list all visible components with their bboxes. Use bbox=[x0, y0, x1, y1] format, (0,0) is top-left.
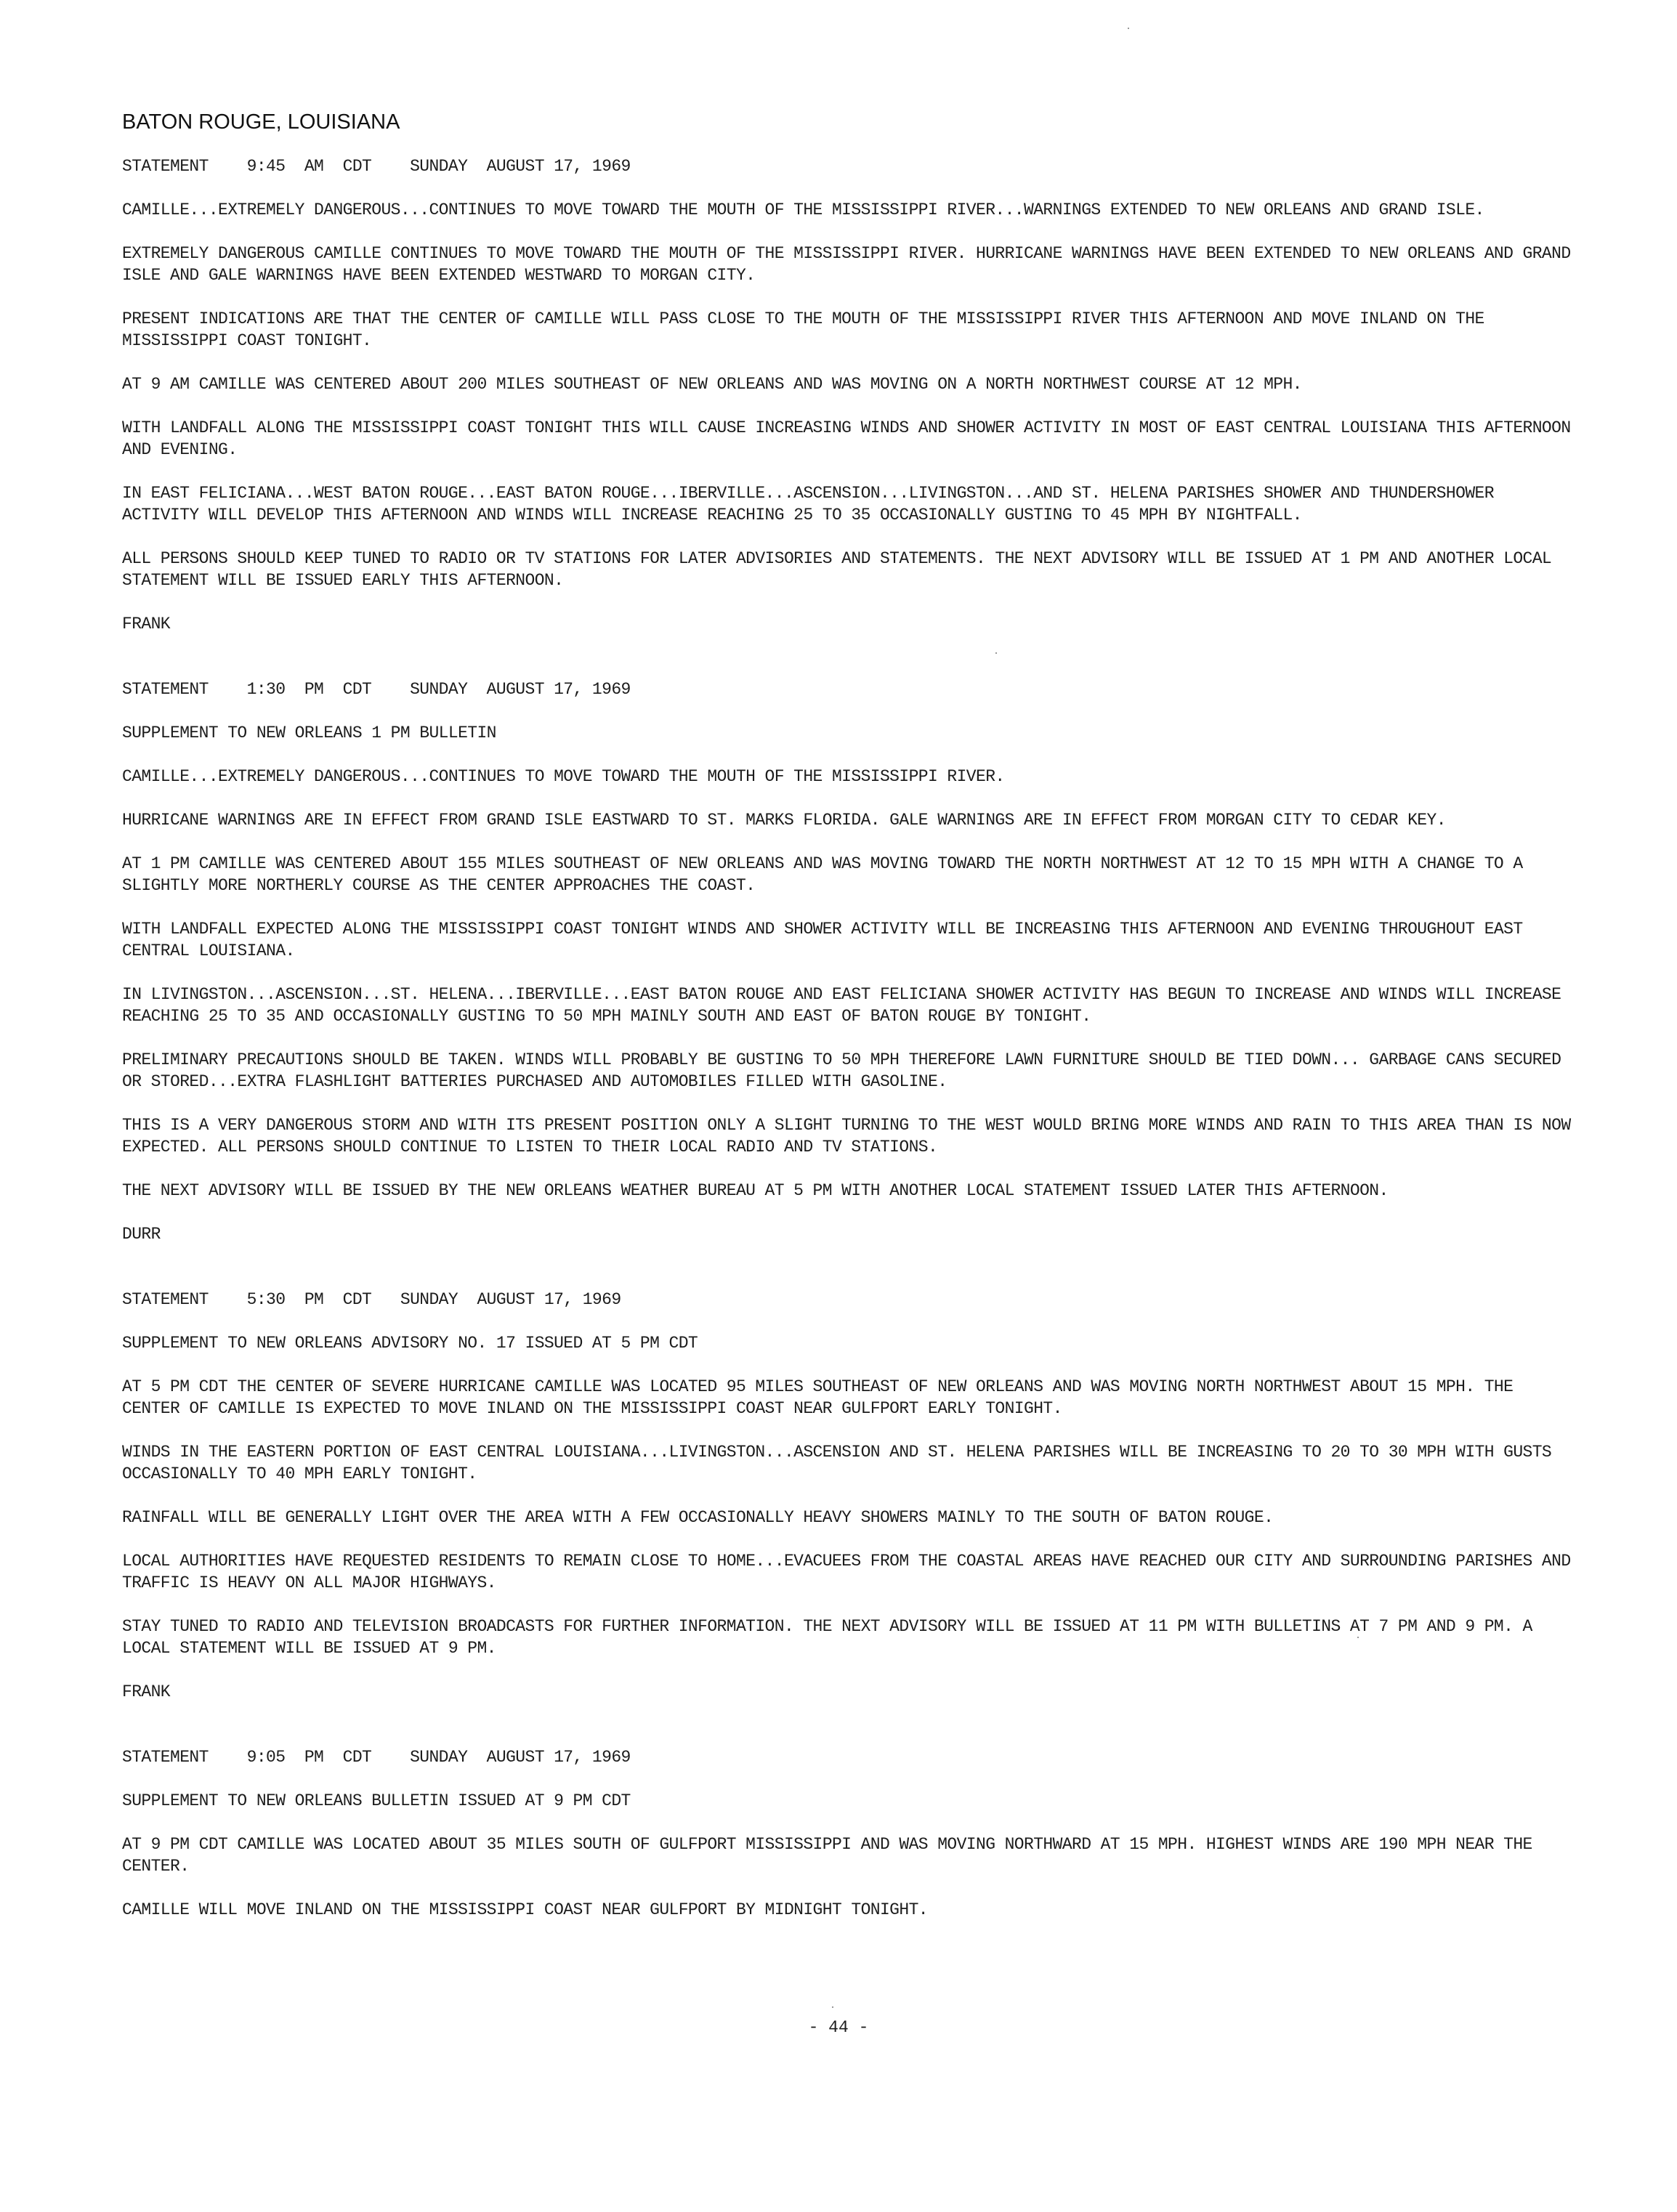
statement-paragraph: THIS IS A VERY DANGEROUS STORM AND WITH ITS PRESENT POSITION ONLY A SLIGHT TURNING TO THE WEST WOULD BRING MORE WINDS AND RAIN TO THIS AREA THAN IS NOW EXPECTED. ALL PERSONS SHOULD CONTINUE TO LISTEN TO THEIR LOCAL RADIO AND TV STATIONS. bbox=[122, 1116, 1571, 1156]
statement-paragraph: STAY TUNED TO RADIO AND TELEVISION BROADCASTS FOR FURTHER INFORMATION. THE NEXT ADVISORY WILL BE ISSUED AT 11 PM WITH BULLETINS AT 7 PM AND 9 PM. A LOCAL STATEMENT WILL BE ISSUED AT 9 PM. bbox=[122, 1617, 1532, 1658]
section-gap bbox=[122, 1725, 1575, 1746]
statement-paragraph: AT 5 PM CDT THE CENTER OF SEVERE HURRICANE CAMILLE WAS LOCATED 95 MILES SOUTHEAST OF NEW ORLEANS AND WAS MOVING NORTH NORTHWEST ABOUT 15 MPH. THE CENTER OF CAMILLE IS EXPECTED TO MOVE INLAND ON THE MISSISSIPPI COAST NEAR GULFPORT EARLY TONIGHT. bbox=[122, 1377, 1514, 1418]
statement-paragraph: EXTREMELY DANGEROUS CAMILLE CONTINUES TO MOVE TOWARD THE MOUTH OF THE MISSISSIPPI RIVER. HURRICANE WARNINGS HAVE BEEN EXTENDED TO NEW ORLEANS AND GRAND ISLE AND GALE WARNINGS HAVE BEEN EXTENDED WESTWARD TO MORGAN CITY. bbox=[122, 244, 1571, 285]
statement-paragraph: AT 1 PM CAMILLE WAS CENTERED ABOUT 155 MILES SOUTHEAST OF NEW ORLEANS AND WAS MOVING TOWARD THE NORTH NORTHWEST AT 12 TO 15 MPH WITH A CHANGE TO A SLIGHTLY MORE NORTHERLY COURSE AS THE CENTER APPROACHES THE COAST. bbox=[122, 854, 1523, 895]
statement-header: STATEMENT 9:05 PM CDT SUNDAY AUGUST 17, 1969 bbox=[122, 1748, 631, 1767]
section-gap bbox=[122, 657, 1575, 678]
section-gap bbox=[122, 1267, 1575, 1289]
statement-3 bbox=[122, 1289, 1575, 1703]
scan-speck bbox=[832, 2006, 833, 2008]
statement-4 bbox=[122, 1746, 1575, 1921]
statement-paragraph: SUPPLEMENT TO NEW ORLEANS ADVISORY NO. 17 ISSUED AT 5 PM CDT bbox=[122, 1334, 698, 1353]
statement-author: FRANK bbox=[122, 615, 171, 633]
statement-paragraph: IN EAST FELICIANA...WEST BATON ROUGE...EAST BATON ROUGE...IBERVILLE...ASCENSION...LIVINGSTON...AND ST. HELENA PARISHES SHOWER AND THUNDERSHOWER ACTIVITY WILL DEVELOP THIS AFTERNOON AND WINDS WILL INCREASE REACHING 25 TO 35 OCCASIONALLY GUSTING TO 45 MPH BY NIGHTFALL. bbox=[122, 484, 1494, 524]
scan-speck bbox=[1357, 1637, 1359, 1638]
statement-paragraph: IN LIVINGSTON...ASCENSION...ST. HELENA...IBERVILLE...EAST BATON ROUGE AND EAST FELICIANA SHOWER ACTIVITY HAS BEGUN TO INCREASE AND WINDS WILL INCREASE REACHING 25 TO 35 AND OCCASIONALLY GUSTING TO 50 MPH MAINLY SOUTH AND EAST OF BATON ROUGE BY TONIGHT. bbox=[122, 985, 1561, 1026]
scan-speck bbox=[1128, 28, 1129, 29]
statement-author: FRANK bbox=[122, 1682, 171, 1701]
statement-paragraph: HURRICANE WARNINGS ARE IN EFFECT FROM GRAND ISLE EASTWARD TO ST. MARKS FLORIDA. GALE WARNINGS ARE IN EFFECT FROM MORGAN CITY TO CEDAR KEY. bbox=[122, 811, 1446, 830]
statement-paragraph: SUPPLEMENT TO NEW ORLEANS BULLETIN ISSUED AT 9 PM CDT bbox=[122, 1791, 631, 1810]
page-number: - 44 - bbox=[808, 2018, 869, 2037]
statement-1 bbox=[122, 155, 1575, 635]
statement-paragraph: WITH LANDFALL ALONG THE MISSISSIPPI COAST TONIGHT THIS WILL CAUSE INCREASING WINDS AND SHOWER ACTIVITY IN MOST OF EAST CENTRAL LOUISIANA THIS AFTERNOON AND EVENING. bbox=[122, 418, 1571, 459]
statement-paragraph: WINDS IN THE EASTERN PORTION OF EAST CENTRAL LOUISIANA...LIVINGSTON...ASCENSION AND ST. HELENA PARISHES WILL BE INCREASING TO 20 TO 30 MPH WITH GUSTS OCCASIONALLY TO 40 MPH EARLY TONIGHT. bbox=[122, 1443, 1552, 1483]
document-page bbox=[122, 109, 1575, 1942]
statement-header: STATEMENT 9:45 AM CDT SUNDAY AUGUST 17, 1969 bbox=[122, 157, 631, 176]
statement-paragraph: CAMILLE...EXTREMELY DANGEROUS...CONTINUES TO MOVE TOWARD THE MOUTH OF THE MISSISSIPPI RIVER...WARNINGS EXTENDED TO NEW ORLEANS AND GRAND ISLE. bbox=[122, 200, 1484, 219]
page-heading: BATON ROUGE, LOUISIANA bbox=[122, 110, 400, 134]
statement-paragraph: AT 9 PM CDT CAMILLE WAS LOCATED ABOUT 35 MILES SOUTH OF GULFPORT MISSISSIPPI AND WAS MOVING NORTHWARD AT 15 MPH. HIGHEST WINDS ARE 190 MPH NEAR THE CENTER. bbox=[122, 1835, 1532, 1876]
statement-paragraph: PRESENT INDICATIONS ARE THAT THE CENTER OF CAMILLE WILL PASS CLOSE TO THE MOUTH OF THE MISSISSIPPI RIVER THIS AFTERNOON AND MOVE INLAND ON THE MISSISSIPPI COAST TONIGHT. bbox=[122, 309, 1484, 350]
statement-paragraph: SUPPLEMENT TO NEW ORLEANS 1 PM BULLETIN bbox=[122, 724, 496, 742]
statement-paragraph: ALL PERSONS SHOULD KEEP TUNED TO RADIO OR TV STATIONS FOR LATER ADVISORIES AND STATEMENTS. THE NEXT ADVISORY WILL BE ISSUED AT 1 PM AND ANOTHER LOCAL STATEMENT WILL BE ISSUED EARLY THIS AFTERNOON. bbox=[122, 549, 1552, 590]
statement-2 bbox=[122, 678, 1575, 1245]
statement-paragraph: CAMILLE...EXTREMELY DANGEROUS...CONTINUES TO MOVE TOWARD THE MOUTH OF THE MISSISSIPPI RIVER. bbox=[122, 767, 1005, 786]
scan-speck bbox=[995, 652, 997, 654]
statement-paragraph: PRELIMINARY PRECAUTIONS SHOULD BE TAKEN. WINDS WILL PROBABLY BE GUSTING TO 50 MPH THEREFORE LAWN FURNITURE SHOULD BE TIED DOWN... GARBAGE CANS SECURED OR STORED...EXTRA FLASHLIGHT BATTERIES PURCHASED AND AUTOMOBILES FILLED WITH GASOLINE. bbox=[122, 1050, 1561, 1091]
statement-paragraph: CAMILLE WILL MOVE INLAND ON THE MISSISSIPPI COAST NEAR GULFPORT BY MIDNIGHT TONIGHT. bbox=[122, 1900, 928, 1919]
statement-header: STATEMENT 5:30 PM CDT SUNDAY AUGUST 17, 1969 bbox=[122, 1290, 621, 1309]
statement-header: STATEMENT 1:30 PM CDT SUNDAY AUGUST 17, 1969 bbox=[122, 680, 631, 699]
statement-author: DURR bbox=[122, 1225, 161, 1244]
statement-paragraph: AT 9 AM CAMILLE WAS CENTERED ABOUT 200 MILES SOUTHEAST OF NEW ORLEANS AND WAS MOVING ON A NORTH NORTHWEST COURSE AT 12 MPH. bbox=[122, 375, 1302, 394]
statement-paragraph: THE NEXT ADVISORY WILL BE ISSUED BY THE NEW ORLEANS WEATHER BUREAU AT 5 PM WITH ANOTHER LOCAL STATEMENT ISSUED LATER THIS AFTERNOON. bbox=[122, 1181, 1389, 1200]
statement-paragraph: WITH LANDFALL EXPECTED ALONG THE MISSISSIPPI COAST TONIGHT WINDS AND SHOWER ACTIVITY WILL BE INCREASING THIS AFTERNOON AND EVENING THROUGHOUT EAST CENTRAL LOUISIANA. bbox=[122, 920, 1523, 960]
statement-paragraph: RAINFALL WILL BE GENERALLY LIGHT OVER THE AREA WITH A FEW OCCASIONALLY HEAVY SHOWERS MAINLY TO THE SOUTH OF BATON ROUGE. bbox=[122, 1508, 1274, 1527]
statement-paragraph: LOCAL AUTHORITIES HAVE REQUESTED RESIDENTS TO REMAIN CLOSE TO HOME...EVACUEES FROM THE COASTAL AREAS HAVE REACHED OUR CITY AND SURROUNDING PARISHES AND TRAFFIC IS HEAVY ON ALL MAJOR HIGHWAYS. bbox=[122, 1552, 1571, 1592]
